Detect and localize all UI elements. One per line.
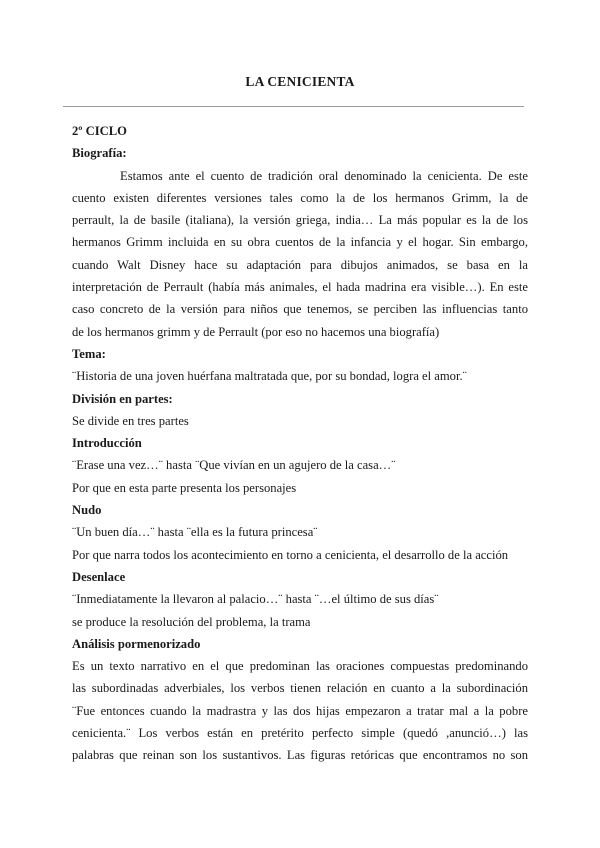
analisis-line: ¨Fue entonces cuando la madrastra y las dos hijas empezaron a tratar mal a la pobre: [72, 703, 528, 718]
tema-text: ¨Historia de una joven huérfana maltratada que, por su bondad, logra el amor.¨: [72, 369, 467, 384]
biografia-line: interpretación de Perrault (había más animales, el hada madrina era visible…). En este: [72, 280, 528, 295]
nudo-note: Por que narra todos los acontecimiento en torno a cenicienta, el desarrollo de la acción: [72, 547, 509, 562]
biografia-line: cuando Walt Disney hace su adaptación para dibujos animados, se basa en la: [72, 257, 528, 272]
analisis-line: palabras que reinan son los sustantivos. Las figuras retóricas que encontramos no son: [72, 748, 528, 763]
biografia-line: cuento existen diferentes versiones tales como la de los hermanos Grimm, la de: [72, 190, 528, 205]
introduccion-quote: ¨Erase una vez…¨ hasta ¨Que vivían en un agujero de la casa…¨: [72, 458, 396, 473]
division-heading: División en partes:: [72, 391, 173, 406]
division-text: Se divide en tres partes: [72, 413, 189, 428]
biografia-line: de los hermanos grimm y de Perrault (por eso no hacemos una biografía): [72, 324, 440, 339]
biografia-line: perrault, la de basile (italiana), la versión griega, india… La más popular es la de los: [72, 213, 528, 228]
analisis-line: Es un texto narrativo en el que predominan las oraciones compuestas predominando: [72, 659, 528, 674]
introduccion-heading: Introducción: [72, 436, 142, 451]
introduccion-note: Por que en esta parte presenta los personajes: [72, 480, 297, 495]
biografia-heading: Biografía:: [72, 146, 127, 161]
tema-heading: Tema:: [72, 346, 106, 361]
cycle-heading: 2º CICLO: [72, 124, 127, 138]
desenlace-heading: Desenlace: [72, 569, 126, 584]
analisis-line: las subordinadas adverbiales, los verbos tienen relación en cuanto a la subordinación: [72, 681, 528, 696]
nudo-quote: ¨Un buen día…¨ hasta ¨ella es la futura princesa¨: [72, 525, 318, 540]
analisis-line: cenicienta.¨ Los verbos están en pretérito perfecto simple (quedó ,anunció…) las: [72, 726, 528, 741]
biografia-line: Estamos ante el cuento de tradición oral denominado la cenicienta. De este: [120, 168, 528, 183]
analisis-heading: Análisis pormenorizado: [72, 636, 201, 651]
biografia-line: caso concreto de la versión para niños que tenemos, se perciben las influencias tanto: [72, 302, 528, 317]
document-title: LA CENICIENTA: [245, 74, 355, 89]
desenlace-quote: ¨Inmediatamente la llevaron al palacio…¨ hasta ¨…el último de sus días¨: [72, 592, 439, 607]
desenlace-note: se produce la resolución del problema, la trama: [72, 614, 311, 629]
title-divider: [63, 106, 524, 107]
document-body: [72, 120, 528, 767]
biografia-line: hermanos Grimm incluida en su obra cuentos de la infancia y el hogar. Sin embargo,: [72, 235, 528, 250]
nudo-heading: Nudo: [72, 503, 102, 518]
